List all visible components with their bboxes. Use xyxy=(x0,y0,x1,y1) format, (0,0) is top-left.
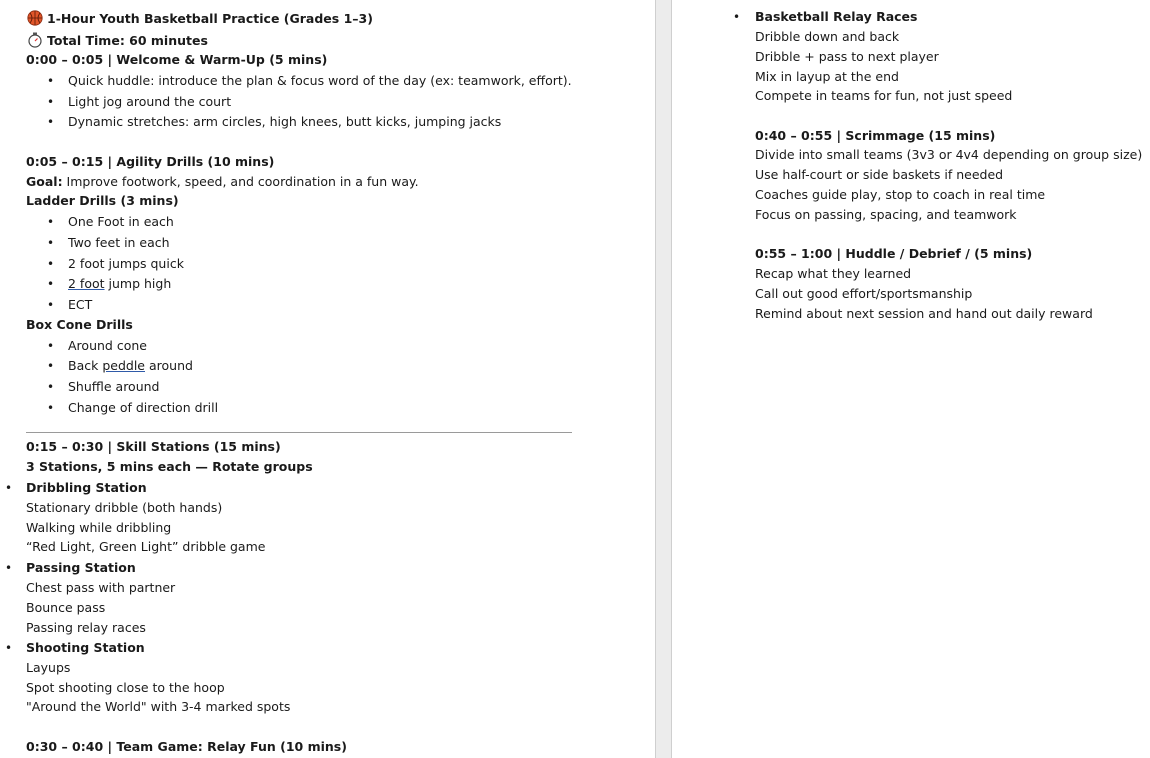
relay-name: Basketball Relay Races xyxy=(755,9,918,24)
bullet-icon: • xyxy=(733,10,741,24)
team-game-heading: 0:30 – 0:40 | Team Game: Relay Fun (10 mins) xyxy=(26,739,347,754)
warmup-heading: 0:00 – 0:05 | Welcome & Warm-Up (5 mins) xyxy=(26,52,328,67)
relay-line: Compete in teams for fun, not just speed xyxy=(755,88,1013,103)
station-line: "Around the World" with 3-4 marked spots xyxy=(26,699,291,714)
bullet-icon: • xyxy=(47,339,55,353)
list-item: Around cone xyxy=(68,338,147,353)
bullet-icon: • xyxy=(47,257,55,271)
spellcheck-word: peddle xyxy=(102,358,145,373)
agility-goal xyxy=(26,174,419,190)
bullet-icon: • xyxy=(47,236,55,250)
total-time: Total Time: 60 minutes xyxy=(47,33,208,48)
station-line: Layups xyxy=(26,660,71,675)
huddle-line: Recap what they learned xyxy=(755,266,912,281)
horizontal-rule xyxy=(26,432,572,433)
relay-line: Dribble down and back xyxy=(755,29,900,44)
list-item-rest: jump high xyxy=(104,276,172,291)
bullet-icon: • xyxy=(47,74,55,88)
list-item-start: Back xyxy=(68,358,103,373)
bullet-icon: • xyxy=(47,359,55,373)
huddle-line: Call out good effort/sportsmanship xyxy=(755,286,973,301)
page-gutter xyxy=(655,0,672,758)
relay-line: Dribble + pass to next player xyxy=(755,49,939,64)
bullet-icon: • xyxy=(47,380,55,394)
station-line: Spot shooting close to the hoop xyxy=(26,680,225,695)
relay-line: Mix in layup at the end xyxy=(755,69,899,84)
station-name: Dribbling Station xyxy=(26,480,147,495)
document-title: 1-Hour Youth Basketball Practice (Grades 1–3) xyxy=(47,11,373,26)
goal-label: Goal: xyxy=(26,174,63,189)
station-name: Passing Station xyxy=(26,560,136,575)
list-item: Shuffle around xyxy=(68,379,160,394)
bullet-icon: • xyxy=(5,641,13,655)
scrimmage-line: Divide into small teams (3v3 or 4v4 depending on group size) xyxy=(755,147,1143,162)
spellcheck-word: 2 foot xyxy=(68,276,105,291)
list-item: 2 foot jumps quick xyxy=(68,256,184,271)
skills-subheading: 3 Stations, 5 mins each — Rotate groups xyxy=(26,459,313,474)
bullet-icon: • xyxy=(47,215,55,229)
list-item xyxy=(68,276,171,292)
skills-heading: 0:15 – 0:30 | Skill Stations (15 mins) xyxy=(26,439,281,454)
huddle-heading: 0:55 – 1:00 | Huddle / Debrief / (5 mins) xyxy=(755,246,1033,261)
scrimmage-line: Coaches guide play, stop to coach in real time xyxy=(755,187,1046,202)
bullet-icon: • xyxy=(47,277,55,291)
stopwatch-icon xyxy=(27,32,43,52)
agility-heading: 0:05 – 0:15 | Agility Drills (10 mins) xyxy=(26,154,275,169)
list-item: Change of direction drill xyxy=(68,400,219,415)
total-time-line xyxy=(27,32,208,52)
bullet-icon: • xyxy=(47,95,55,109)
station-name: Shooting Station xyxy=(26,640,145,655)
list-item-rest: around xyxy=(145,358,193,373)
station-line: Passing relay races xyxy=(26,620,146,635)
scrimmage-line: Focus on passing, spacing, and teamwork xyxy=(755,207,1017,222)
basketball-icon xyxy=(27,10,43,30)
station-line: Chest pass with partner xyxy=(26,580,176,595)
goal-text: Improve footwork, speed, and coordination in a fun way. xyxy=(62,174,419,189)
list-item: ECT xyxy=(68,297,93,312)
bullet-icon: • xyxy=(5,561,13,575)
list-item: One Foot in each xyxy=(68,214,174,229)
list-item: Dynamic stretches: arm circles, high knees, butt kicks, jumping jacks xyxy=(68,114,502,129)
bullet-icon: • xyxy=(47,298,55,312)
ladder-heading: Ladder Drills (3 mins) xyxy=(26,193,179,208)
station-line: Walking while dribbling xyxy=(26,520,172,535)
document-title-line xyxy=(27,10,373,30)
box-cone-heading: Box Cone Drills xyxy=(26,317,133,332)
scrimmage-line: Use half-court or side baskets if needed xyxy=(755,167,1004,182)
station-line: Bounce pass xyxy=(26,600,106,615)
list-item xyxy=(68,358,193,374)
station-line: “Red Light, Green Light” dribble game xyxy=(26,539,266,554)
list-item: Two feet in each xyxy=(68,235,170,250)
bullet-icon: • xyxy=(47,115,55,129)
document-page-right xyxy=(672,0,1150,758)
huddle-line: Remind about next session and hand out daily reward xyxy=(755,306,1093,321)
list-item: Light jog around the court xyxy=(68,94,232,109)
station-line: Stationary dribble (both hands) xyxy=(26,500,223,515)
bullet-icon: • xyxy=(5,481,13,495)
scrimmage-heading: 0:40 – 0:55 | Scrimmage (15 mins) xyxy=(755,128,996,143)
bullet-icon: • xyxy=(47,401,55,415)
list-item: Quick huddle: introduce the plan & focus word of the day (ex: teamwork, effort). xyxy=(68,73,572,88)
